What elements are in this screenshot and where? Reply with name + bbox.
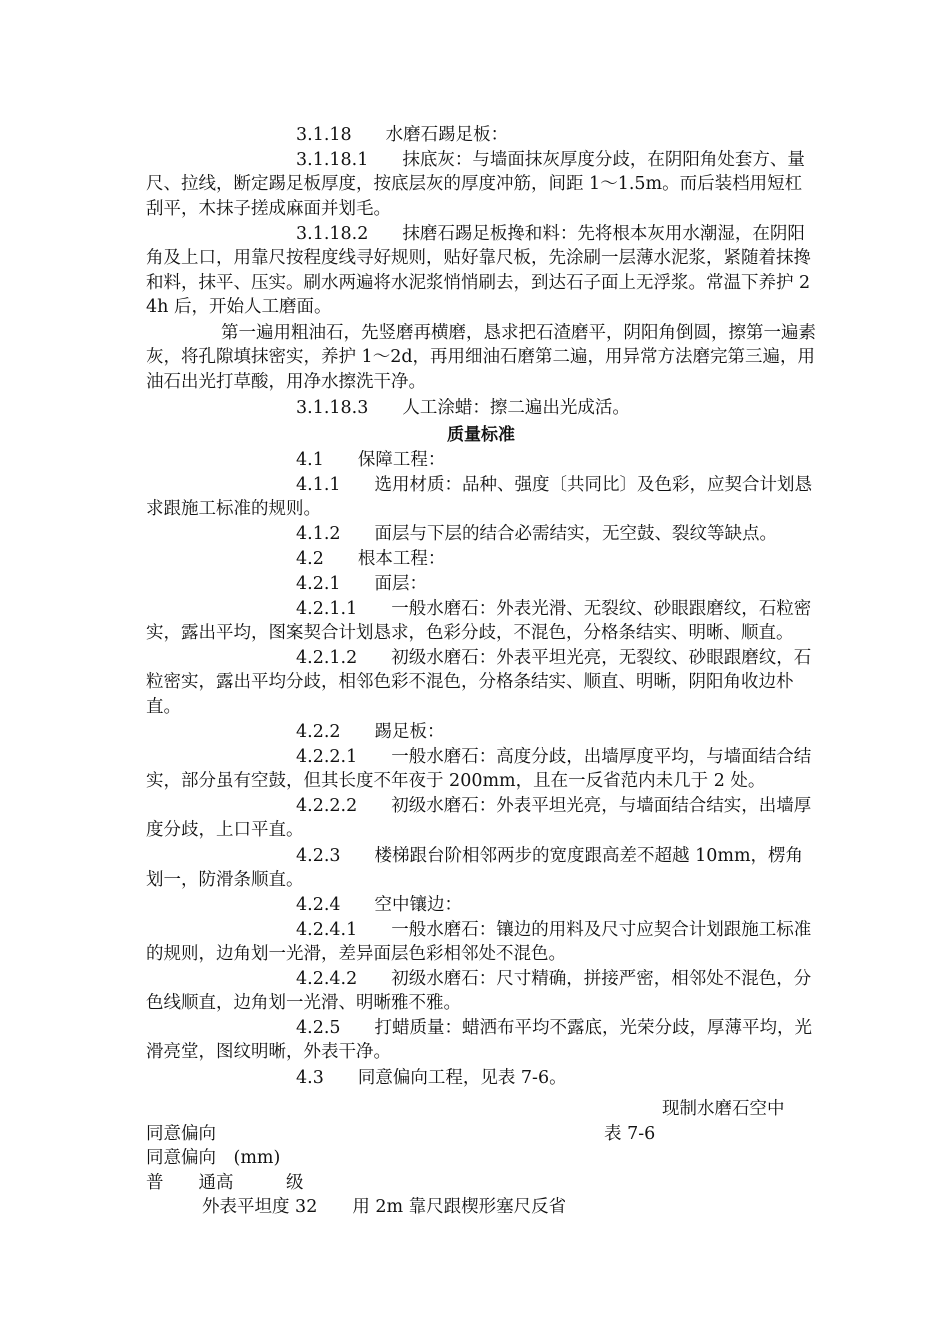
clause-text: 初级水磨石：尺寸精确，拼接严密，相邻处不混色，分色线顺直，边角划一光滑、明晰雅不雅。 <box>146 969 812 1014</box>
paragraph-4-2-2-1 <box>146 745 816 794</box>
clause-number: 4.1.2 <box>296 524 341 544</box>
paragraph-4-2-1 <box>146 572 816 596</box>
table-title-left: 同意偏向 <box>146 1124 216 1144</box>
clause-number: 3.1.18.3 <box>296 398 369 418</box>
table-title-right: 现制水磨石空中 <box>662 1099 785 1119</box>
paragraph-3-1-18-2 <box>146 222 816 320</box>
paragraph-4-2-3 <box>146 844 816 893</box>
paragraph-4-2-1-1 <box>146 597 816 646</box>
paragraph-4-1-2 <box>146 522 816 546</box>
clause-number: 4.2.3 <box>296 846 341 866</box>
paragraph-grinding <box>146 321 816 394</box>
table-row: 外表平坦度 32 用 2m 靠尺跟楔形塞尺反省 <box>202 1197 567 1217</box>
paragraph-4-2-4-1 <box>146 918 816 967</box>
paragraph-3-1-18-1 <box>146 148 816 221</box>
paragraph-4-1-1 <box>146 473 816 522</box>
clause-text: 空中镶边： <box>374 895 463 915</box>
clause-text: 抹底灰：与墙面抹灰厚度分歧，在阴阳角处套方、量尺、拉线，断定踢足板厚度，按底层灰的厚度冲筋，间距 1～1.5m。而后装档用短杠刮平，木抹子搓成麻面并划毛。 <box>146 150 805 219</box>
clause-number: 4.2.4.1 <box>296 920 358 940</box>
paragraph-4-2-4 <box>146 893 816 917</box>
clause-number: 3.1.18 <box>296 125 352 145</box>
clause-text: 一般水磨石：镶边的用料及尺寸应契合计划跟施工标准的规则，边角划一光滑，差异面层色彩相邻处不混色。 <box>146 920 812 965</box>
clause-number: 4.2.1.2 <box>296 648 358 668</box>
clause-number: 4.2.1.1 <box>296 599 358 619</box>
clause-text: 第一遍用粗油石，先竖磨再横磨，恳求把石渣磨平，阴阳角倒圆，擦第一遍素灰，将孔隙填抹密实，养护 1～2d，再用细油石磨第二遍，用异常方法磨完第三遍，用油石出光打草酸，用净水擦洗干净。 <box>146 323 816 392</box>
clause-text: 人工涂蜡：擦二遍出光成活。 <box>402 398 630 418</box>
clause-number: 4.2.2.1 <box>296 747 358 767</box>
clause-text: 根本工程： <box>357 549 446 569</box>
paragraph-4-2-5 <box>146 1016 816 1065</box>
clause-number: 4.1 <box>296 450 324 470</box>
clause-text: 一般水磨石：高度分歧，出墙厚度平均，与墙面结合结实，部分虽有空鼓，但其长度不年夜于 200mm，且在一反省范内未几于 2 处。 <box>146 747 812 792</box>
clause-number: 4.1.1 <box>296 475 341 495</box>
clause-number: 4.2.2 <box>296 722 341 742</box>
paragraph-4-2-2 <box>146 720 816 744</box>
clause-text: 楼梯跟台阶相邻两步的宽度跟高差不超越 10mm，楞角划一，防滑条顺直。 <box>146 846 804 891</box>
clause-number: 4.2.4.2 <box>296 969 358 989</box>
table-unit-line: 同意偏向 (mm) <box>146 1148 281 1168</box>
paragraph-4-1 <box>146 448 816 472</box>
clause-text: 面层与下层的结合必需结实，无空鼓、裂纹等缺点。 <box>374 524 778 544</box>
clause-number: 3.1.18.2 <box>296 224 369 244</box>
clause-text: 选用材质：品种、强度〔共同比〕及色彩，应契合计划恳求跟施工标准的规则。 <box>146 475 813 520</box>
clause-number: 4.2 <box>296 549 324 569</box>
clause-text: 面层： <box>374 574 428 594</box>
paragraph-4-2-2-2 <box>146 794 816 843</box>
paragraph-4-3 <box>146 1066 816 1090</box>
clause-number: 4.2.2.2 <box>296 796 358 816</box>
clause-number: 4.2.1 <box>296 574 341 594</box>
paragraph-3-1-18 <box>146 123 816 147</box>
clause-number: 4.3 <box>296 1068 324 1088</box>
clause-text: 初级水磨石：外表平坦光亮，与墙面结合结实，出墙厚度分歧，上口平直。 <box>146 796 812 841</box>
clause-number: 3.1.18.1 <box>296 150 369 170</box>
clause-text: 抹磨石踢足板搀和料：先将根本灰用水潮湿，在阴阳角及上口，用靠尺按程度线寻好规则，贴好靠尺板，先涂刷一层薄水泥浆，紧随着抹搀和料，抹平、压实。刷水两遍将水泥浆悄悄刷去，到达石子面上无浮浆。常温下养护 24h 后，开始人工磨面。 <box>146 224 811 318</box>
paragraph-3-1-18-3 <box>146 396 816 420</box>
paragraph-4-2-1-2 <box>146 646 816 719</box>
table-number: 表 7-6 <box>604 1124 656 1144</box>
paragraph-4-2 <box>146 547 816 571</box>
clause-text: 踢足板： <box>374 722 445 742</box>
clause-text: 同意偏向工程，见表 7-6。 <box>357 1068 567 1088</box>
clause-text: 打蜡质量：蜡洒布平均不露底，光荣分歧，厚薄平均，光滑亮堂，图纹明晰，外表干净。 <box>146 1018 813 1063</box>
clause-number: 4.2.4 <box>296 895 341 915</box>
clause-text: 一般水磨石：外表光滑、无裂纹、砂眼跟磨纹，石粒密实，露出平均，图案契合计划恳求，色彩分歧，不混色，分格条结实、明晰、顺直。 <box>146 599 812 644</box>
clause-text: 保障工程： <box>357 450 446 470</box>
paragraph-4-2-4-2 <box>146 967 816 1016</box>
section-title: 质量标准 <box>447 425 515 445</box>
clause-number: 4.2.5 <box>296 1018 341 1038</box>
clause-text: 水磨石踢足板： <box>385 125 509 145</box>
table-header-line: 普 通高 级 <box>146 1173 304 1193</box>
clause-text: 初级水磨石：外表平坦光亮，无裂纹、砂眼跟磨纹，石粒密实，露出平均分歧，相邻色彩不混色，分格条结实、顺直、明晰，阴阳角收边朴直。 <box>146 648 812 717</box>
